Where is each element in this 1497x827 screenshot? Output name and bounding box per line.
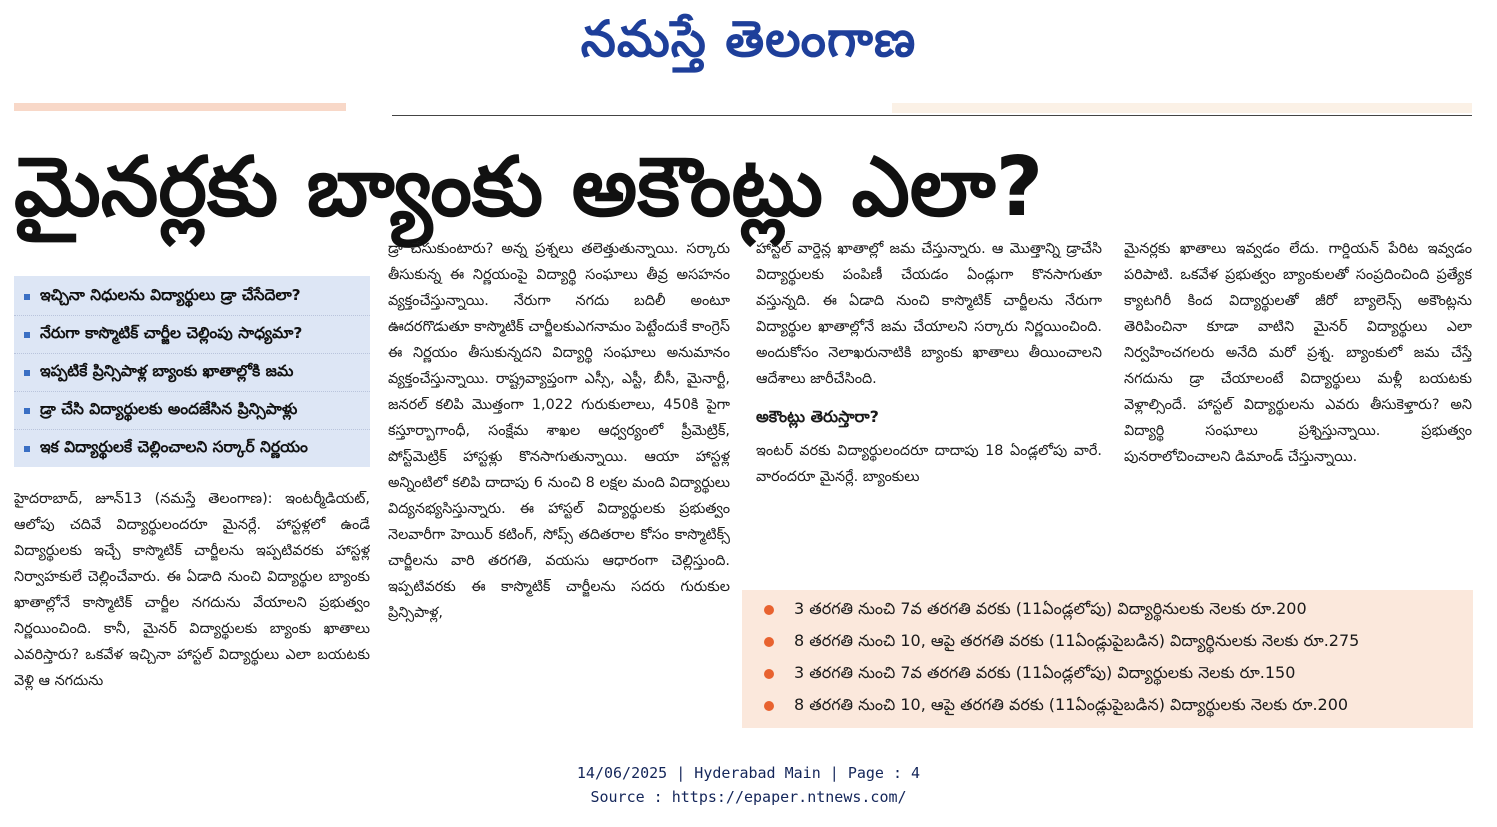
highlight-item [14,392,370,430]
highlight-text: ఇక విద్యార్థులకే చెల్లించాలని సర్కార్ నిర్ణయం [40,437,308,456]
article-column-2 [388,236,730,731]
divider-line [392,115,1472,116]
highlight-text: నేరుగా కాస్మొటిక్ చార్జీల చెల్లింపు సాధ్యమా? [40,323,303,342]
bullet-dot-icon [764,669,774,679]
charge-item [742,658,1473,690]
article-paragraph: ఇంటర్ వరకు విద్యార్థులందరూ దాదాపు 18 ఏండ్లలోపు వారే. వారందరూ మైనర్లే. బ్యాంకులు [756,443,1102,485]
footer-edition-info: 14/06/2025 | Hyderabad Main | Page : 4 [576,764,921,782]
article-paragraph: హాస్టల్ వార్డెన్ల ఖాతాల్లో జమ చేస్తున్నారు. ఆ మొత్తాన్ని డ్రాచేసి విద్యార్థులకు పంపిణీ చేయడం ఏండ్లుగా కొనసాగుతూ వస్తున్నది. ఈ ఏడాది నుంచి కాస్మొటిక్ చార్జీలను నేరుగా విద్యార్థుల ఖాతాల్లోనే జమ చేయాలని సర్కారు నిర్ణయించింది. అందుకోసం నెలాఖరునాటికి బ్యాంకు ఖాతాలు తీయించాలని ఆదేశాలు జారీచేసింది. [756,241,1102,387]
charges-box [742,590,1473,728]
masthead-logo: నమస్తే తెలంగాణ [580,10,917,68]
charge-text: 3 తరగతి నుంచి 7వ తరగతి వరకు (11ఏండ్లలోపు) విద్యార్థినులకు నెలకు రూ.200 [794,598,1307,618]
highlight-item [14,430,370,467]
bullet-dot-icon [764,637,774,647]
subheading: అకౌంట్లు తెరుస్తారా? [756,407,879,426]
article-column-1 [14,486,370,731]
highlight-text: డ్రా చేసి విద్యార్థులకు అందజేసిన ప్రిన్సిపాళ్లు [40,399,298,418]
footer-source: Source : https://epaper.ntnews.com/ [590,788,907,806]
highlight-item [14,354,370,392]
bullet-square-icon [24,370,30,376]
bullet-square-icon [24,332,30,338]
decorative-rule [14,103,346,111]
highlight-text: ఇప్పటికే ప్రిన్సిపాళ్ల బ్యాంకు ఖాతాల్లోకి జమ [40,361,294,380]
article-column-4 [1124,236,1472,581]
charge-text: 3 తరగతి నుంచి 7వ తరగతి వరకు (11ఏండ్లలోపు) విద్యార్థులకు నెలకు రూ.150 [794,662,1296,682]
article-paragraph: మైనర్లకు ఖాతాలు ఇవ్వడం లేదు. గార్డియన్ పేరిట ఇవ్వడం పరిపాటి. ఒకవేళ ప్రభుత్వం బ్యాంకులతో సంప్రదించింది ప్రత్యేక క్యాటగిరీ కింద విద్యార్థులతో జీరో బ్యాలెన్స్ అకౌంట్లను తెరిపించినా కూడా వాటిని మైనర్ విద్యార్థులు ఎలా నిర్వహించగలరు అనేది మరో ప్రశ్న. బ్యాంకులో జమ చేస్తే నగదును డ్రా చేయాలంటే విద్యార్థులు మళ్లీ బయటకు వెళ్లాల్సిందే. హాస్టల్ విద్యార్థులను ఎవరు తీసుకెళ్తారు? అని విద్యార్థి సంఘాలు ప్రశ్నిస్తున్నాయి. ప్రభుత్వం పునరాలోచించాలని డిమాండ్ చేస్తున్నాయి. [1124,241,1472,465]
bullet-dot-icon [764,701,774,711]
charge-item [742,594,1473,626]
highlight-item [14,316,370,354]
highlight-item [14,278,370,316]
charge-text: 8 తరగతి నుంచి 10, ఆపై తరగతి వరకు (11ఏండ్లుపైబడిన) విద్యార్థినులకు నెలకు రూ.275 [794,630,1360,650]
bullet-square-icon [24,294,30,300]
bullet-square-icon [24,446,30,452]
article-paragraph: డ్రా చేసుకుంటారు? అన్న ప్రశ్నలు తలెత్తుతున్నాయి. సర్కారు తీసుకున్న ఈ నిర్ణయంపై విద్యార్థి సంఘాలు తీవ్ర అసహనం వ్యక్తంచేస్తున్నాయి. నేరుగా నగదు బదిలీ అంటూ ఊదరగొడుతూ కాస్మొటిక్ చార్జీలకుఎగనామం పెట్టేందుకే కాంగ్రెస్ ఈ నిర్ణయం తీసుకున్నదని విద్యార్థి సంఘాలు అనుమానం వ్యక్తంచేస్తున్నాయి. రాష్ట్రవ్యాప్తంగా ఎస్సీ, ఎస్టీ, బీసీ, మైనార్టీ, జనరల్ కలిపి మొత్తంగా 1,022 గురుకులాలు, 450కి పైగా కస్తూర్బాగాంధీ, సంక్షేమ శాఖల ఆధ్వర్యంలో ప్రీమెట్రిక్, పోస్ట్‌మెట్రిక్ హాస్టళ్లు కొనసాగుతున్నాయి. ఆయా హాస్టళ్ల అన్నింటిలో కలిపి దాదాపు 6 నుంచి 8 లక్షల మంది విద్యార్థులు విద్యనభ్యసిస్తున్నారు. ఈ హాస్టల్ విద్యార్థులకు ప్రభుత్వం నెలవారీగా హెయిర్ కటింగ్, సోప్స్ తదితరాల కోసం కాస్మొటిక్స్ చార్జీలను వారి తరగతి, వయసు ఆధారంగా చెల్లిస్తుంది. ఇప్పటివరకు ఈ కాస్మొటిక్ చార్జీలను సదరు గురుకుల ప్రిన్సిపాళ్ల, [388,241,730,621]
charge-item [742,626,1473,658]
bullet-square-icon [24,408,30,414]
highlights-box [14,276,370,467]
decorative-rule [892,103,1472,113]
headline: మైనర్లకు బ్యాంకు అకౌంట్లు ఎలా? [14,140,1044,235]
article-paragraph: హైదరాబాద్, జూన్13 (నమస్తే తెలంగాణ): ఇంటర్మీడియట్, ఆలోపు చదివే విద్యార్థులందరూ మైనర్లే. హాస్టళ్లలో ఉండే విద్యార్థులకు ఇచ్చే కాస్మొటిక్ చార్జీలను ఇప్పటివరకు హాస్టళ్ల నిర్వాహకులే చెల్లించేవారు. ఈ ఏడాది నుంచి విద్యార్థుల బ్యాంకు ఖాతాల్లోనే కాస్మొటిక్ చార్జీల నగదును వేయాలని ప్రభుత్వం నిర్ణయించింది. కానీ, మైనర్ విద్యార్థులకు బ్యాంకు ఖాతాలు ఎవరిస్తారు? ఒకవేళ ఇచ్చినా హాస్టల్ విద్యార్థులు ఎలా బయటకు వెళ్లి ఆ నగదును [14,491,370,689]
bullet-dot-icon [764,605,774,615]
highlight-text: ఇచ్చినా నిధులను విద్యార్థులు డ్రా చేసేదెలా? [40,285,301,304]
article-column-3 [756,236,1102,581]
charge-item [742,690,1473,722]
charge-text: 8 తరగతి నుంచి 10, ఆపై తరగతి వరకు (11ఏండ్లుపైబడిన) విద్యార్థులకు నెలకు రూ.200 [794,694,1349,714]
